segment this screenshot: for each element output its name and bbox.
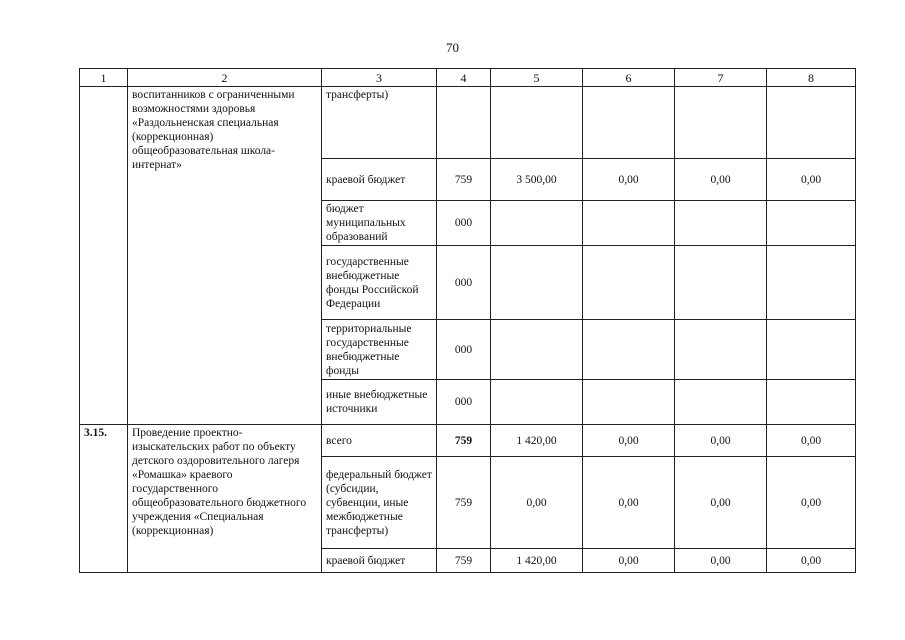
- value-col5: 1 420,00: [491, 425, 583, 457]
- value-col8: 0,00: [767, 549, 856, 573]
- header-cell-8: 8: [767, 69, 856, 87]
- value-col5: 1 420,00: [491, 549, 583, 573]
- value-col6: [583, 246, 675, 320]
- table-row: [80, 87, 856, 159]
- header-cell-1: 1: [80, 69, 128, 87]
- value-col5: [491, 320, 583, 380]
- header-row: [80, 69, 856, 87]
- value-col8: 0,00: [767, 425, 856, 457]
- value-col7: [675, 201, 767, 246]
- value-col5: [491, 380, 583, 425]
- value-col8: 0,00: [767, 159, 856, 201]
- funding-source: трансферты): [322, 87, 437, 159]
- page-number: 70: [446, 40, 459, 55]
- header-cell-5: 5: [491, 69, 583, 87]
- value-col6: [583, 201, 675, 246]
- value-col7: [675, 380, 767, 425]
- value-col7: [675, 87, 767, 159]
- value-col8: [767, 87, 856, 159]
- value-col7: [675, 320, 767, 380]
- table-row: [80, 425, 856, 457]
- value-col6: [583, 380, 675, 425]
- value-col5: [491, 201, 583, 246]
- funding-source: государственные внебюджетные фонды Российской Федерации: [322, 246, 437, 320]
- value-col6: [583, 320, 675, 380]
- value-col8: [767, 246, 856, 320]
- budget-code: 000: [437, 320, 491, 380]
- budget-code: 000: [437, 380, 491, 425]
- funding-source: краевой бюджет: [322, 549, 437, 573]
- budget-code: 759: [437, 159, 491, 201]
- value-col8: [767, 380, 856, 425]
- value-col8: [767, 320, 856, 380]
- value-col5: 0,00: [491, 457, 583, 549]
- budget-code: 759: [437, 549, 491, 573]
- funding-source: иные внебюджетные источники: [322, 380, 437, 425]
- budget-code: 000: [437, 246, 491, 320]
- value-col6: 0,00: [583, 457, 675, 549]
- funding-source: федеральный бюджет (субсидии, субвенции, иные межбюджетные трансферты): [322, 457, 437, 549]
- value-col7: 0,00: [675, 549, 767, 573]
- budget-code: 000: [437, 201, 491, 246]
- value-col5: [491, 246, 583, 320]
- header-cell-7: 7: [675, 69, 767, 87]
- value-col7: 0,00: [675, 457, 767, 549]
- value-col5: [491, 87, 583, 159]
- funding-source: бюджет муниципальных образований: [322, 201, 437, 246]
- item-description: Проведение проектно-изыскательских работ по объекту детского оздоровительного лагеря «Ромашка» краевого государственного общеобразовательного бюджетного учреждения «Специальная (коррекционная): [128, 425, 322, 573]
- budget-table: [79, 68, 856, 573]
- value-col7: 0,00: [675, 159, 767, 201]
- value-col6: 0,00: [583, 425, 675, 457]
- budget-code: 759: [437, 425, 491, 457]
- header-cell-3: 3: [322, 69, 437, 87]
- value-col6: [583, 87, 675, 159]
- budget-code: 759: [437, 457, 491, 549]
- value-col7: 0,00: [675, 425, 767, 457]
- header-cell-2: 2: [128, 69, 322, 87]
- funding-source: краевой бюджет: [322, 159, 437, 201]
- item-number: [80, 87, 128, 425]
- header-cell-6: 6: [583, 69, 675, 87]
- value-col7: [675, 246, 767, 320]
- budget-code: [437, 87, 491, 159]
- funding-source: территориальные государственные внебюджетные фонды: [322, 320, 437, 380]
- item-description: воспитанников с ограниченными возможностями здоровья «Раздольненская специальная (коррекционная) общеобразовательная школа-интернат»: [128, 87, 322, 425]
- value-col8: [767, 201, 856, 246]
- value-col5: 3 500,00: [491, 159, 583, 201]
- value-col6: 0,00: [583, 159, 675, 201]
- funding-source: всего: [322, 425, 437, 457]
- value-col8: 0,00: [767, 457, 856, 549]
- value-col6: 0,00: [583, 549, 675, 573]
- item-number: 3.15.: [80, 425, 128, 573]
- header-cell-4: 4: [437, 69, 491, 87]
